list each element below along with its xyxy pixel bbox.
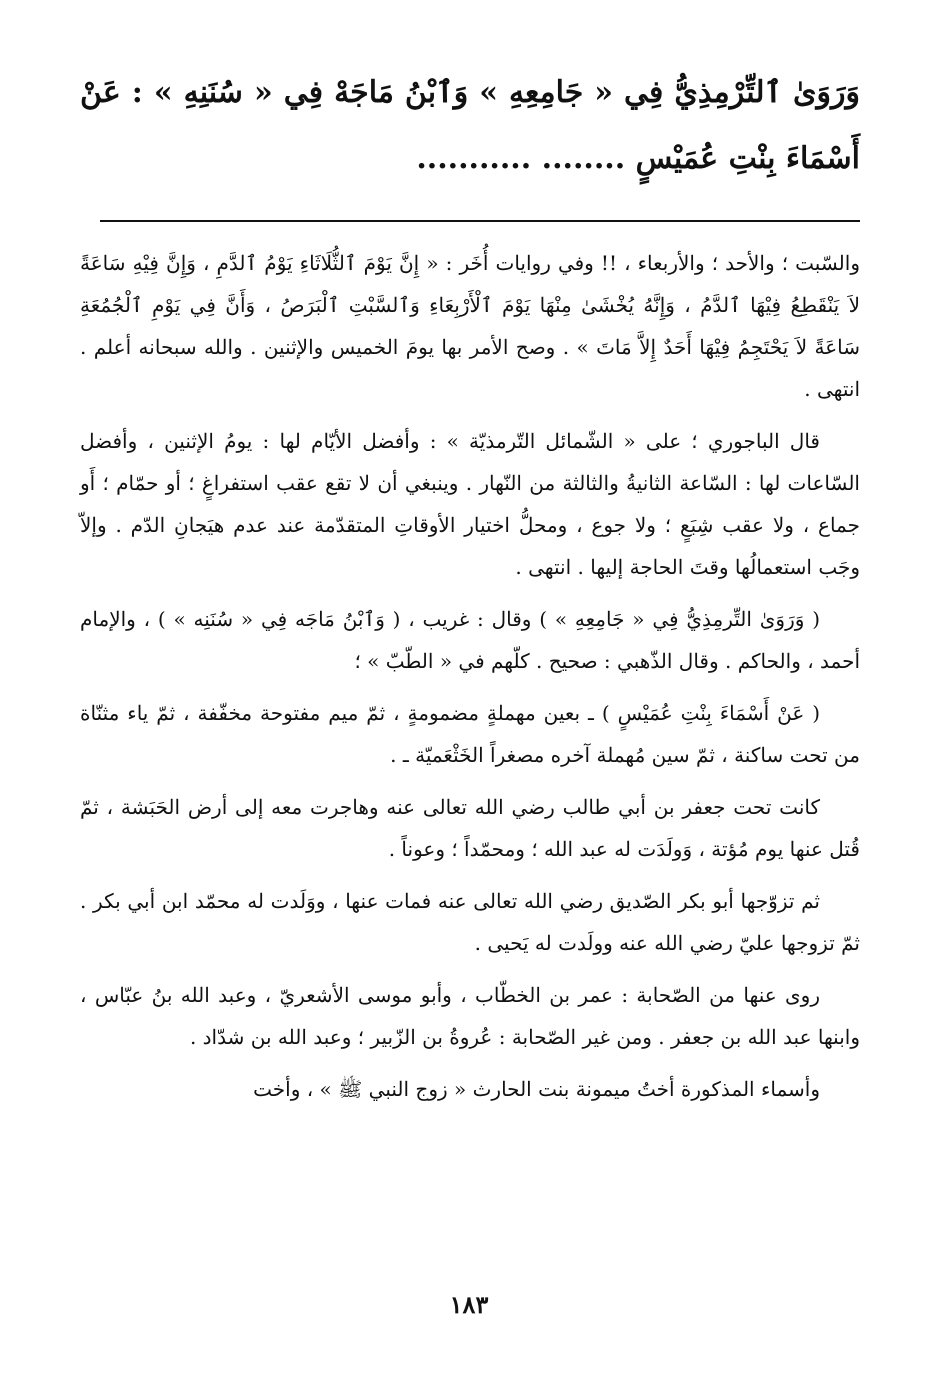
commentary-paragraph-7: روى عنها من الصّحابة : عمر بن الخطّاب ، وأبو موسى الأشعريّ ، وعبد الله بنُ عبّاس ، وابنها عبد الله بن جعفر . ومن غير الصّحابة : عُروةُ بن الزّبير ؛ وعبد الله بن شدّاد .: [80, 983, 860, 1049]
commentary-paragraph-8: وأسماء المذكورة أختُ ميمونة بنت الحارث « زوج النبي ﷺ » ، وأخت: [253, 1077, 820, 1101]
matn-text: وَرَوَىٰ ٱلتِّرْمِذِيُّ فِي « جَامِعِهِ » وَٱبْنُ مَاجَهْ فِي « سُنَنِهِ » : عَنْ أَسْمَاءَ بِنْتِ عُمَيْسٍ ........ ...........: [80, 75, 860, 176]
commentary-paragraph-2: قال الباجوري ؛ على « الشّمائل التّرمذيّة » : وأفضل الأيّام لها : يومُ الإثنين ، وأفضل السّاعات لها : السّاعة الثانيةُ والثالثة من النّهار . وينبغي أن لا تقع عقب استفراغٍ ؛ أو حمّام ؛ أَو جماع ، ولا عقب شِبَعٍ ؛ ولا جوع ، ومحلُّ اختيار الأوقاتِ المتقدّمة عند عدم هيَجانِ الدّم . وإلاّ وجَب استعمالُها وقتَ الحاجة إليها . انتهى .: [80, 429, 860, 579]
divider-rule: [100, 220, 860, 222]
commentary-paragraph-4: ( عَنْ أَسْمَاءَ بِنْتِ عُمَيْسٍ ) ـ بعين مهملةٍ مضمومةٍ ، ثمّ ميم مفتوحة مخفّفة ، ثمّ ياء مثنّاة من تحت ساكنة ، ثمّ سين مُهملة آخره مصغراً الخَثْعَميّة ـ .: [80, 701, 860, 767]
page-body: [80, 60, 860, 1120]
commentary-paragraph-6: ثم تزوّجها أبو بكر الصّديق رضي الله تعالى عنه فمات عنها ، ووَلَدت له محمّد ابن أبي بكر . ثمّ تزوجها عليّ رضي الله عنه وولَدت له يَحيى .: [80, 889, 860, 955]
commentary-paragraph-3: ( وَرَوَىٰ التِّرمِذِيُّ فِي « جَامِعِهِ » ) وقال : غريب ، ( وَٱبْنُ مَاجَه فِي « سُنَنِه » ) ، والإمام أحمد ، والحاكم . وقال الذّهبي : صحيح . كلّهم في « الطّبّ » ؛: [80, 607, 860, 673]
commentary-paragraph-1: والسّبت ؛ والأحد ؛ والأربعاء ، !! وفي روايات أُخَر : « إِنَّ يَوْمَ ٱلثُّلَاثَاءِ يَوْمُ ٱلدَّمِ ، وَإِنَّ فِيْهِ سَاعَةً لاَ يَنْقَطِعُ فِيْهَا ٱلدَّمُ ، وَإِنَّهُ يُخْشَىٰ مِنْهَا يَوْمَ ٱلْأَرْبِعَاءِ وَٱلسَّبْتِ ٱلْبَرَصُ ، وَأَنَّ فِي يَوْمِ ٱلْجُمُعَةِ سَاعَةً لاَ يَحْتَجِمُ فِيْهَا أَحَدٌ إِلاَّ مَاتَ » . وصح الأمر بها يومَ الخميس والإثنين . والله سبحانه أعلم . انتهى .: [80, 251, 860, 401]
commentary-paragraph-5: كانت تحت جعفر بن أبي طالب رضي الله تعالى عنه وهاجرت معه إلى أرض الحَبَشة ، ثمّ قُتل عنها يوم مُؤتة ، وَولَدَت له عبد الله ؛ ومحمّداً ؛ وعوناً .: [80, 795, 860, 861]
page-number: ١٨٣: [449, 1290, 489, 1319]
